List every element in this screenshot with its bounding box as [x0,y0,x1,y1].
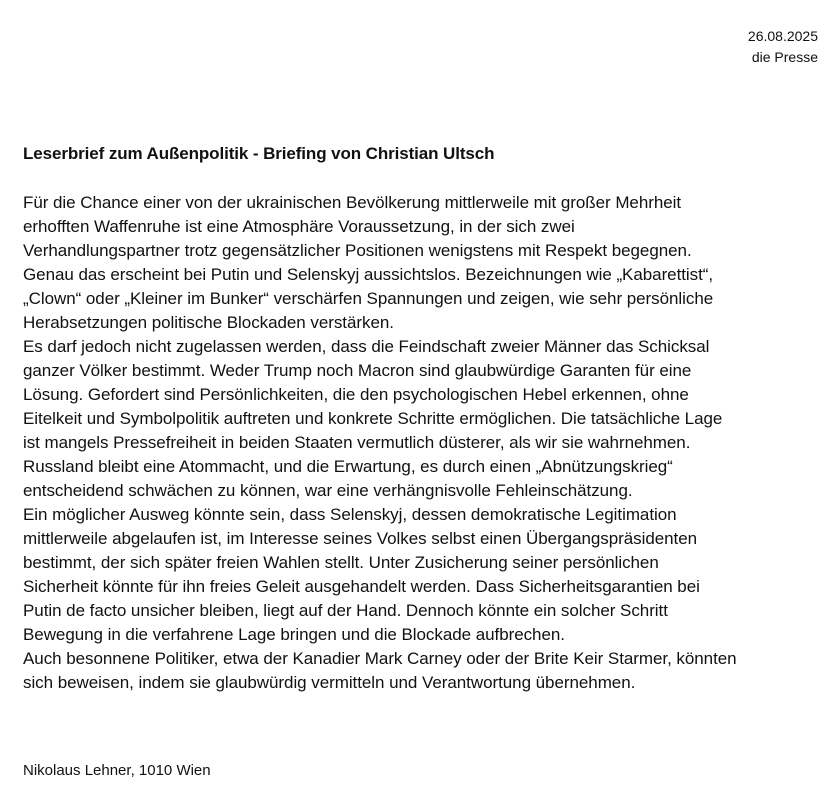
body-line: Lösung. Gefordert sind Persönlichkeiten, die den psychologischen Hebel erkennen, ohne [23,385,689,404]
body-line: Herabsetzungen politische Blockaden verstärken. [23,313,394,332]
body-line: Eitelkeit und Symbolpolitik auftreten und konkrete Schritte ermöglichen. Die tatsächliche Lage [23,409,723,428]
body-line: Putin de facto unsicher bleiben, liegt auf der Hand. Dennoch könnte ein solcher Schritt [23,601,668,620]
body-line: Russland bleibt eine Atommacht, und die Erwartung, es durch einen „Abnützungskrieg“ [23,457,673,476]
publication-name: die Presse [751,49,818,65]
body-line: entscheidend schwächen zu können, war eine verhängnisvolle Fehleinschätzung. [23,481,633,500]
body-line: Ein möglicher Ausweg könnte sein, dass Selenskyj, dessen demokratische Legitimation [23,505,677,524]
body-line: Es darf jedoch nicht zugelassen werden, dass die Feindschaft zweier Männer das Schicksal [23,337,710,356]
letter-signature: Nikolaus Lehner, 1010 Wien [23,762,211,779]
body-line: mittlerweile abgelaufen ist, im Interesse seines Volkes selbst einen Übergangspräsidenten [23,529,698,548]
body-line: Auch besonnene Politiker, etwa der Kanadier Mark Carney oder der Brite Keir Starmer, könnten [23,649,737,668]
letter-title: Leserbrief zum Außenpolitik - Briefing von Christian Ultsch [23,144,495,163]
body-line: erhofften Waffenruhe ist eine Atmosphäre Voraussetzung, in der sich zwei [23,217,575,236]
body-line: ist mangels Pressefreiheit in beiden Staaten vermutlich düsterer, als wir sie wahrnehmen. [23,433,691,452]
body-line: Verhandlungspartner trotz gegensätzlicher Positionen wenigstens mit Respekt begegnen. [23,241,692,260]
header-meta [748,26,818,68]
letter-date: 26.08.2025 [747,28,818,44]
body-line: Genau das erscheint bei Putin und Selenskyj aussichtslos. Bezeichnungen wie „Kabarettist“, [23,265,714,284]
body-line: Bewegung in die verfahrene Lage bringen und die Blockade aufbrechen. [23,625,565,644]
body-line: sich beweisen, indem sie glaubwürdig vermitteln und Verantwortung übernehmen. [23,673,636,692]
body-line: bestimmt, der sich später freien Wahlen stellt. Unter Zusicherung seiner persönlichen [23,553,659,572]
body-line: Sicherheit könnte für ihn freies Geleit ausgehandelt werden. Dass Sicherheitsgarantien bei [23,577,700,596]
body-line: Für die Chance einer von der ukrainischen Bevölkerung mittlerweile mit großer Mehrheit [23,193,682,212]
body-line: ganzer Völker bestimmt. Weder Trump noch Macron sind glaubwürdige Garanten für eine [23,361,692,380]
body-line: „Clown“ oder „Kleiner im Bunker“ verschärfen Spannungen und zeigen, wie sehr persönliche [23,289,714,308]
letter-body [23,191,828,695]
